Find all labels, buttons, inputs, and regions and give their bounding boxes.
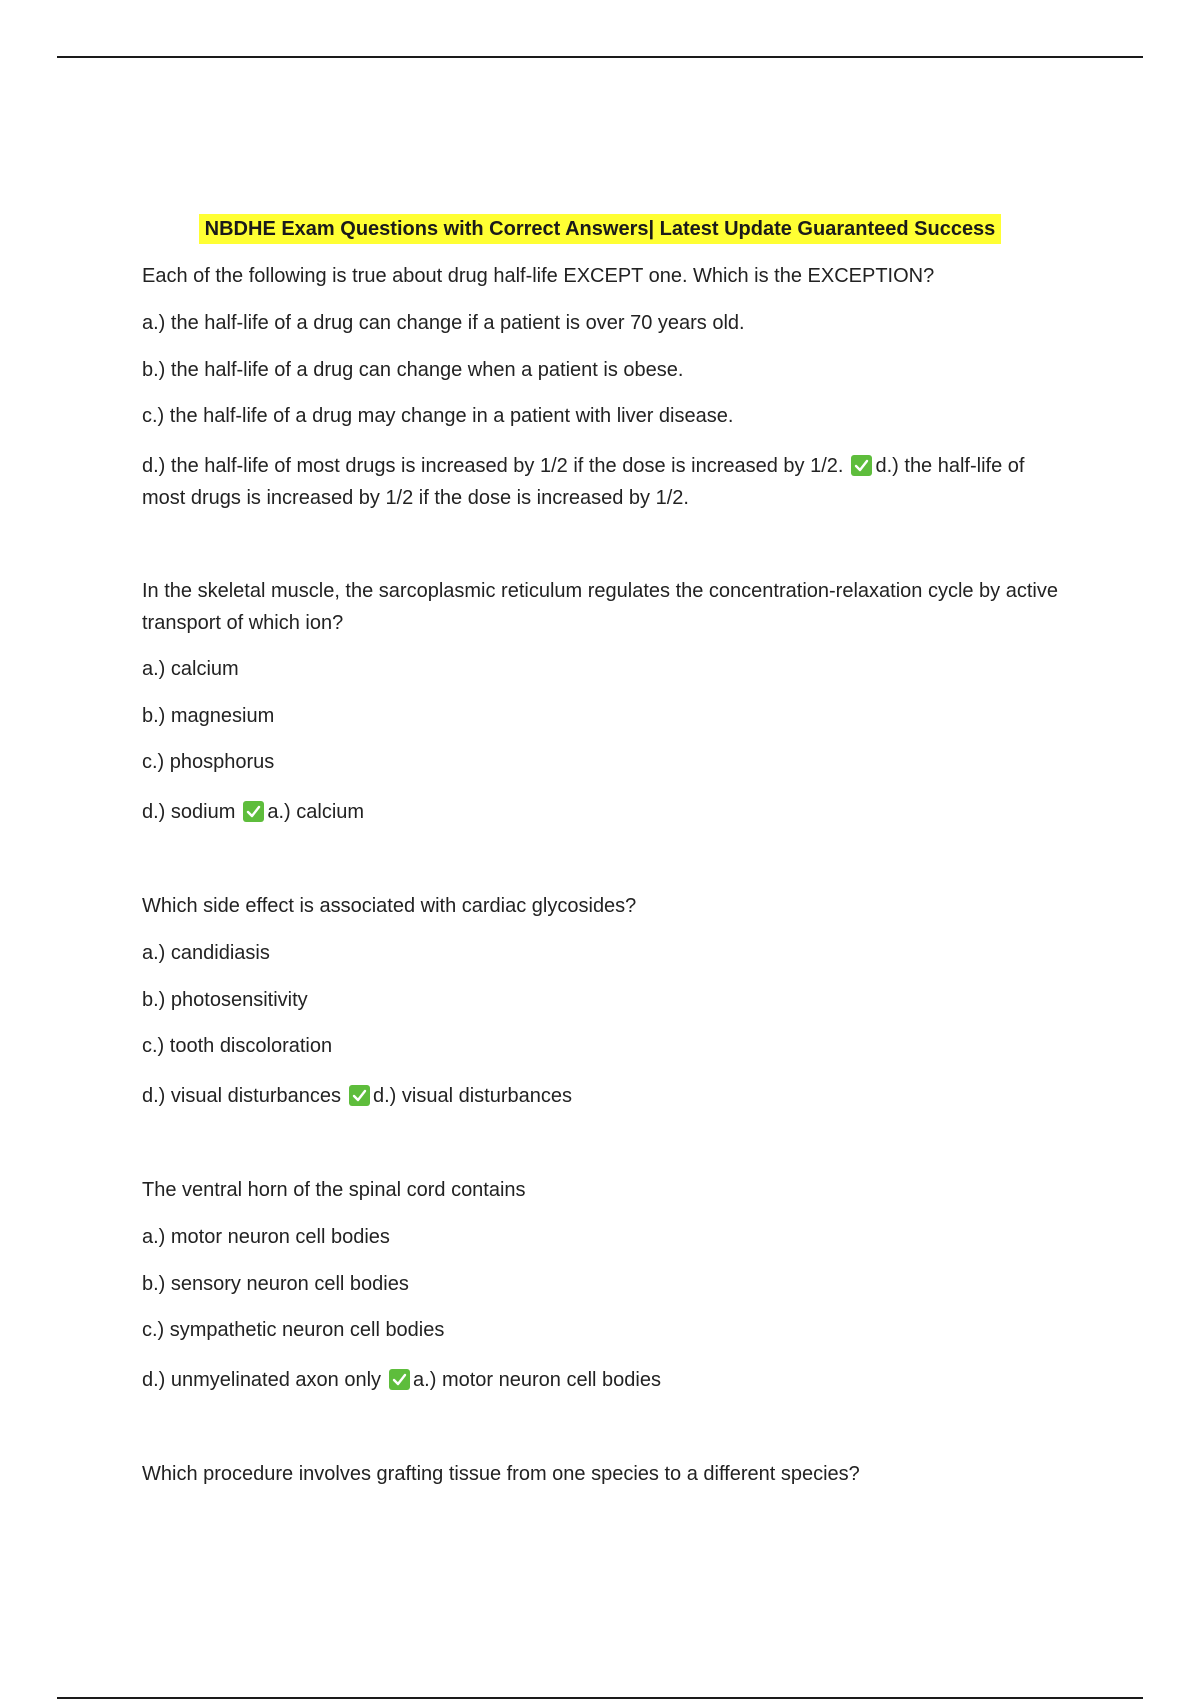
question-3-option-c: c.) tooth discoloration [142,1035,333,1057]
question-4-text: The ventral horn of the spinal cord contains [142,1179,526,1201]
check-icon [349,1085,370,1106]
question-1-text: Each of the following is true about drug half-life EXCEPT one. Which is the EXCEPTION? [142,265,935,287]
top-rule [57,56,1143,58]
question-2-option-a: a.) calcium [142,658,239,680]
question-3-option-b: b.) photosensitivity [142,989,308,1011]
question-3-option-d-line [142,1080,1062,1112]
question-2-option-b: b.) magnesium [142,705,275,727]
question-1-option-b: b.) the half-life of a drug can change when a patient is obese. [142,359,684,381]
question-1-answer: d.) the half-life of most drugs is increased by 1/2 if the dose is increased by 1/2. [142,455,1025,509]
question-1-option-d-line [142,450,1062,514]
bottom-rule [57,1697,1143,1699]
check-icon [851,455,872,476]
question-2-option-c: c.) phosphorus [142,751,275,773]
question-4-answer: a.) motor neuron cell bodies [413,1369,661,1391]
question-3-answer: d.) visual disturbances [372,1085,572,1107]
question-2-answer: a.) calcium [267,801,365,823]
check-icon [243,801,264,822]
question-4-option-d-line [142,1364,1062,1396]
question-5-text: Which procedure involves grafting tissue from one species to a different species? [142,1463,860,1485]
question-3-option-a: a.) candidiasis [142,942,270,964]
question-2-option-d: d.) sodium [142,801,236,823]
question-2-text: In the skeletal muscle, the sarcoplasmic reticulum regulates the concentration-relaxation cycle by active transport of which ion? [142,580,1058,634]
question-3-text: Which side effect is associated with cardiac glycosides? [142,895,637,917]
question-1-option-d: d.) the half-life of most drugs is increased by 1/2 if the dose is increased by 1/2. [142,455,844,477]
question-4-option-a: a.) motor neuron cell bodies [142,1226,390,1248]
check-icon [389,1369,410,1390]
document-header [0,214,1200,244]
question-4-option-d: d.) unmyelinated axon only [142,1369,382,1391]
question-2-option-d-line [142,796,1062,828]
question-3-option-d: d.) visual disturbances [142,1085,341,1107]
question-4-option-c: c.) sympathetic neuron cell bodies [142,1319,445,1341]
question-1-option-a: a.) the half-life of a drug can change if a patient is over 70 years old. [142,312,745,334]
question-1-option-c: c.) the half-life of a drug may change in a patient with liver disease. [142,405,734,427]
document-title: NBDHE Exam Questions with Correct Answers| Latest Update Guaranteed Success [199,214,1002,244]
question-4-option-b: b.) sensory neuron cell bodies [142,1273,409,1295]
